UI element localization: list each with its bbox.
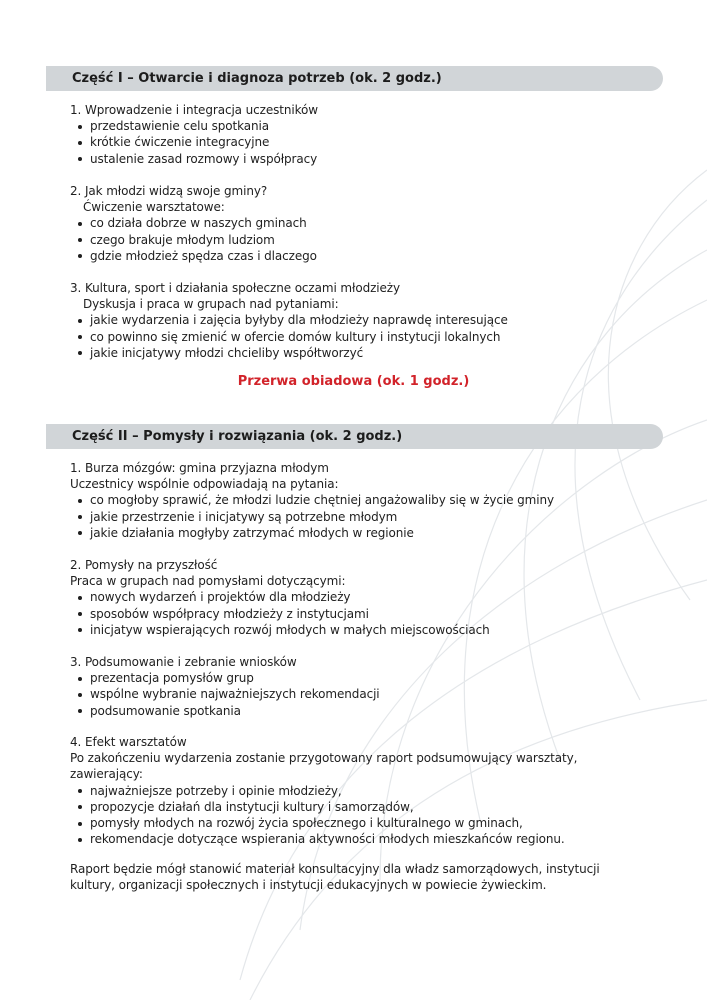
list-item: sposobów współpracy młodzieży z instytucjami	[70, 606, 650, 622]
item-title: 2. Pomysły na przyszłość	[70, 558, 218, 572]
bullet-list	[70, 492, 650, 541]
list-item: czego brakuje młodym ludziom	[70, 232, 650, 248]
section-heading-part-2: Część II – Pomysły i rozwiązania (ok. 2 godz.)	[46, 424, 663, 449]
bullet-list	[70, 215, 650, 264]
part2-item-4	[70, 734, 650, 847]
part1-item-3	[70, 280, 650, 361]
list-item: co mogłoby sprawić, że młodzi ludzie chętniej angażowaliby się w życie gminy	[70, 492, 650, 508]
bullet-list	[70, 589, 650, 638]
list-item: jakie działania mogłyby zatrzymać młodych w regionie	[70, 525, 650, 541]
list-item: jakie przestrzenie i inicjatywy są potrzebne młodym	[70, 509, 650, 525]
list-item: co powinno się zmienić w ofercie domów kultury i instytucji lokalnych	[70, 329, 650, 345]
list-item: nowych wydarzeń i projektów dla młodzieży	[70, 589, 650, 605]
list-item: podsumowanie spotkania	[70, 703, 650, 719]
list-item: najważniejsze potrzeby i opinie młodzieży,	[70, 783, 650, 799]
item-title: 4. Efekt warsztatów	[70, 735, 187, 749]
bullet-list	[70, 783, 650, 848]
list-item: co działa dobrze w naszych gminach	[70, 215, 650, 231]
part2-item-2	[70, 557, 650, 638]
part1-item-2	[70, 183, 650, 264]
list-item: wspólne wybranie najważniejszych rekomendacji	[70, 686, 650, 702]
list-item: ustalenie zasad rozmowy i współpracy	[70, 151, 650, 167]
section-heading-part-1: Część I – Otwarcie i diagnoza potrzeb (ok. 2 godz.)	[46, 66, 663, 91]
item-title: 1. Burza mózgów: gmina przyjazna młodym	[70, 461, 329, 475]
bullet-list	[70, 118, 650, 167]
list-item: rekomendacje dotyczące wspierania aktywności młodych mieszkańców regionu.	[70, 831, 650, 847]
list-item: gdzie młodzież spędza czas i dlaczego	[70, 248, 650, 264]
list-item: jakie wydarzenia i zajęcia byłyby dla młodzieży naprawdę interesujące	[70, 312, 650, 328]
list-item: krótkie ćwiczenie integracyjne	[70, 134, 650, 150]
item-subtitle: Praca w grupach nad pomysłami dotyczącymi:	[70, 574, 346, 589]
item-title: 3. Podsumowanie i zebranie wniosków	[70, 655, 297, 669]
list-item: pomysły młodych na rozwój życia społecznego i kulturalnego w gminach,	[70, 815, 650, 831]
lunch-break-label: Przerwa obiadowa (ok. 1 godz.)	[237, 374, 470, 389]
part2-item-1	[70, 460, 650, 541]
list-item: prezentacja pomysłów grup	[70, 670, 650, 686]
closing-paragraph: Raport będzie mógł stanowić materiał konsultacyjny dla władz samorządowych, instytucji kultury, organizacji społecznych i instytucji edukacyjnych w powiecie żywieckim.	[70, 862, 600, 893]
part2-item-3	[70, 654, 650, 719]
item-subtitle: Ćwiczenie warsztatowe:	[83, 200, 225, 215]
part1-item-1	[70, 102, 650, 167]
bullet-list	[70, 670, 650, 719]
list-item: przedstawienie celu spotkania	[70, 118, 650, 134]
item-subtitle: Uczestnicy wspólnie odpowiadają na pytania:	[70, 477, 339, 492]
item-subtitle: Dyskusja i praca w grupach nad pytaniami:	[83, 297, 339, 312]
list-item: jakie inicjatywy młodzi chcieliby współtworzyć	[70, 345, 650, 361]
list-item: propozycje działań dla instytucji kultury i samorządów,	[70, 799, 650, 815]
bullet-list	[70, 312, 650, 361]
item-title: 2. Jak młodzi widzą swoje gminy?	[70, 184, 268, 198]
item-subtitle: Po zakończeniu wydarzenia zostanie przygotowany raport podsumowujący warsztaty, zawierający:	[70, 751, 578, 782]
item-title: 3. Kultura, sport i działania społeczne oczami młodzieży	[70, 281, 400, 295]
list-item: inicjatyw wspierających rozwój młodych w małych miejscowościach	[70, 622, 650, 638]
item-title: 1. Wprowadzenie i integracja uczestników	[70, 103, 319, 117]
